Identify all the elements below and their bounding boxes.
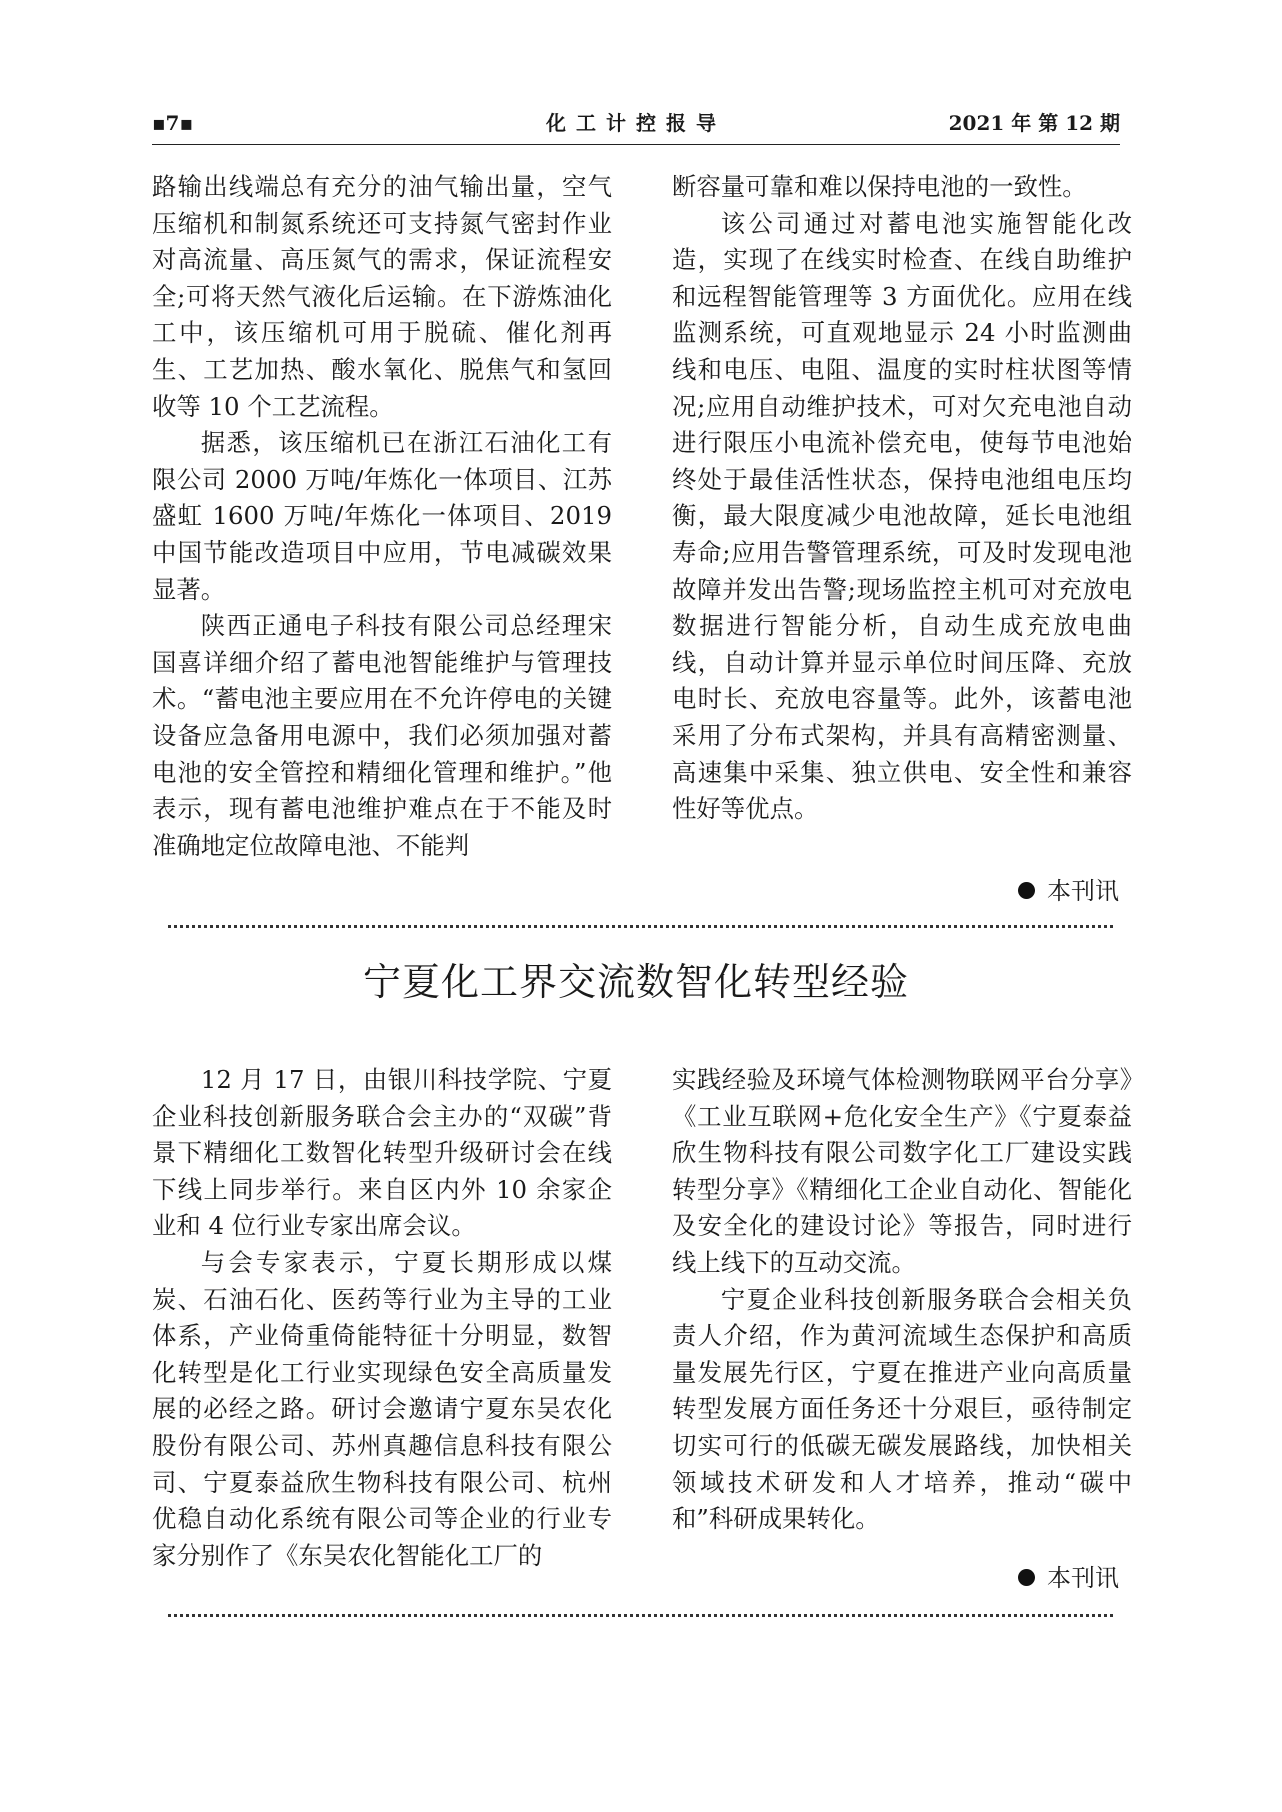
paragraph: 与会专家表示，宁夏长期形成以煤炭、石油石化、医药等行业为主导的工业体系，产业倚重倚能特征十分明显，数智化转型是化工行业实现绿色安全高质量发展的必经之路。研讨会邀请宁夏东吴农化股份有限公司、苏州真趣信息科技有限公司、宁夏泰益欣生物科技有限公司、杭州优稳自动化系统有限公司等企业的行业专家分别作了《东吴农化智能化工厂的 [152, 1247, 612, 1570]
article2-title: 宁夏化工界交流数智化转型经验 [362, 960, 909, 1004]
bullet-dot-icon [1018, 882, 1035, 899]
paragraph: 断容量可靠和难以保持电池的一致性。 [672, 172, 1087, 201]
journal-title: 化工计控报导 [546, 111, 726, 135]
article1-signature [1018, 876, 1119, 906]
paragraph: 该公司通过对蓄电池实施智能化改造，实现了在线实时检查、在线自助维护和远程智能管理等 3 方面优化。应用在线监测系统，可直观地显示 24 小时监测曲线和电压、电阻、温度的实时柱状图等情况;应用自动维护技术，可对欠充电池自动进行限压小电流补偿充电，使每节电池始终处于最佳活性状态，保持电池组电压均衡，最大限度减少电池故障，延长电池组寿命;应用告警管理系统，可及时发现电池故障并发出告警;现场监控主机可对充放电数据进行智能分析，自动生成充放电曲线，自动计算并显示单位时间压降、充放电时长、充放电容量等。此外，该蓄电池采用了分布式架构，并具有高精密测量、高速集中采集、独立供电、安全性和兼容性好等优点。 [672, 208, 1132, 824]
dotted-divider [168, 925, 1113, 928]
paragraph: 据悉，该压缩机已在浙江石油化工有限公司 2000 万吨/年炼化一体项目、江苏盛虹 1600 万吨/年炼化一体项目、2019 中国节能改造项目中应用，节电减碳效果显著。 [152, 428, 612, 604]
bullet-dot-icon [1018, 1569, 1035, 1586]
paragraph: 路输出线端总有充分的油气输出量，空气压缩机和制氮系统还可支持氮气密封作业对高流量、高压氮气的需求，保证流程安全;可将天然气液化后运输。在下游炼油化工中，该压缩机可用于脱硫、催化剂再生、工艺加热、酸水氧化、脱焦气和氢回收等 10 个工艺流程。 [152, 172, 612, 421]
paragraph: 12 月 17 日，由银川科技学院、宁夏企业科技创新服务联合会主办的“双碳”背景下精细化工数智化转型升级研讨会在线下线上同步举行。来自区内外 10 余家企业和 4 位行业专家出席会议。 [152, 1065, 612, 1241]
page-number: ▪7▪ [152, 111, 194, 135]
article2-column-left [152, 1062, 612, 1574]
article2-column-right [672, 1062, 1132, 1538]
paragraph: 宁夏企业科技创新服务联合会相关负责人介绍，作为黄河流域生态保护和高质量发展先行区，宁夏在推进产业向高质量转型发展方面任务还十分艰巨，亟待制定切实可行的低碳无碳发展路线，加快相关领域技术研发和人才培养，推动“碳中和”科研成果转化。 [672, 1284, 1132, 1534]
paragraph: 实践经验及环境气体检测物联网平台分享》《工业互联网+危化安全生产》《宁夏泰益欣生物科技有限公司数字化工厂建设实践转型分享》《精细化工企业自动化、智能化及安全化的建设讨论》等报告，同时进行线上线下的互动交流。 [672, 1065, 1132, 1277]
issue-label: 2021 年 第 12 期 [948, 111, 1120, 135]
dotted-divider [168, 1614, 1113, 1617]
signature-text: 本刊讯 [1047, 1564, 1119, 1592]
article1-column-right [672, 169, 1132, 828]
paragraph: 陕西正通电子科技有限公司总经理宋国喜详细介绍了蓄电池智能维护与管理技术。“蓄电池主要应用在不允许停电的关键设备应急备用电源中，我们必须加强对蓄电池的安全管控和精细化管理和维护。”他表示，现有蓄电池维护难点在于不能及时准确地定位故障电池、不能判 [152, 611, 612, 860]
signature-text: 本刊讯 [1047, 877, 1119, 905]
article2-signature [1018, 1563, 1119, 1593]
article1-column-left [152, 169, 612, 864]
page-header [152, 108, 1120, 145]
